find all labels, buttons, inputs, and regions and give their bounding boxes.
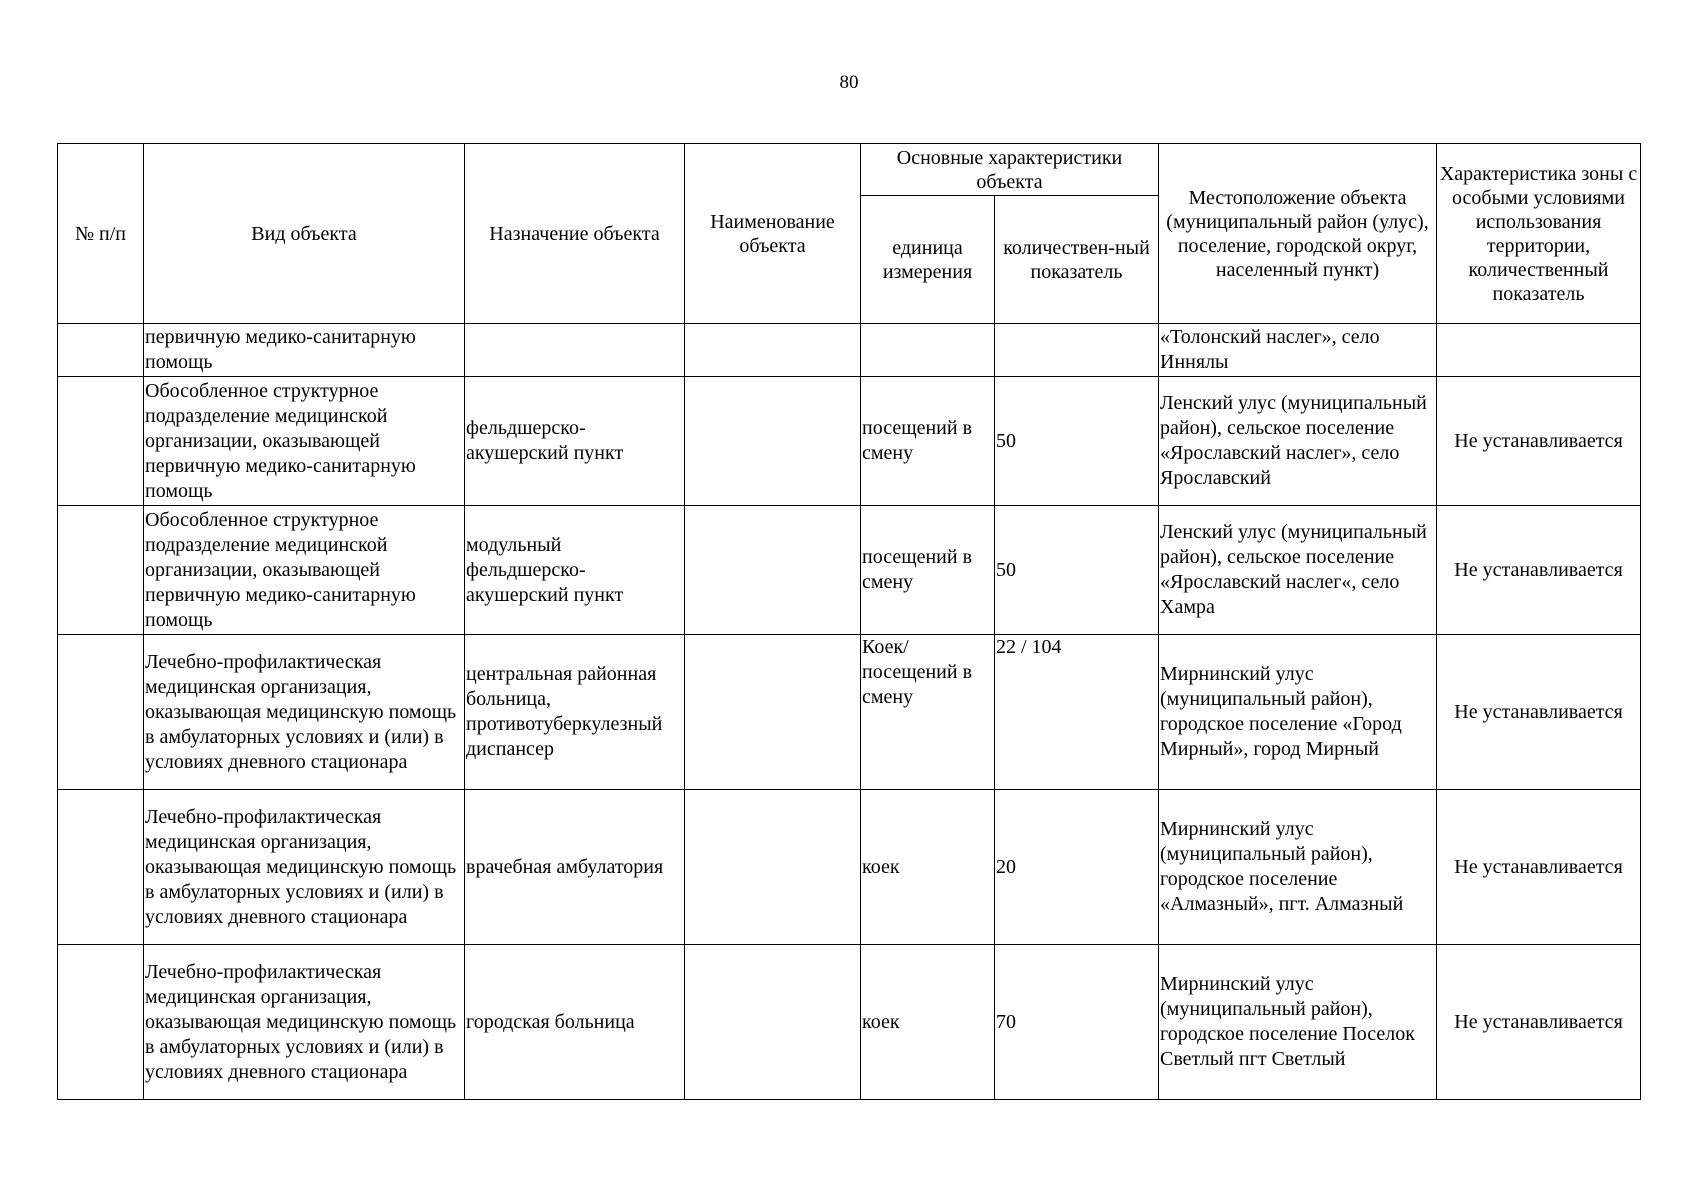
cell-location: Мирнинский улус (муниципальный район), городское поселение «Город Мирный», город Мирный — [1159, 635, 1437, 790]
cell-quantity: 70 — [995, 945, 1159, 1100]
cell-location: Ленский улус (муниципальный район), сельское поселение «Ярославский наслег«, село Хамра — [1159, 506, 1437, 635]
cell-num — [58, 377, 144, 506]
cell-zone: Не устанавливается — [1437, 790, 1641, 945]
header-zone: Характеристика зоны с особыми условиями использования территории, количественный показатель — [1437, 144, 1641, 324]
cell-zone: Не устанавливается — [1437, 377, 1641, 506]
cell-zone — [1437, 324, 1641, 377]
cell-num — [58, 506, 144, 635]
cell-unit: посещений в смену — [861, 506, 995, 635]
cell-name — [685, 790, 861, 945]
cell-purpose: врачебная амбулатория — [465, 790, 685, 945]
cell-unit: посещений в смену — [861, 377, 995, 506]
cell-name — [685, 506, 861, 635]
header-name: Наименование объекта — [685, 144, 861, 324]
cell-zone: Не устанавливается — [1437, 635, 1641, 790]
cell-name — [685, 635, 861, 790]
header-quantity: количествен-ный показатель — [995, 196, 1159, 324]
cell-unit: коек — [861, 790, 995, 945]
cell-purpose: фельдшерско-акушерский пункт — [465, 377, 685, 506]
cell-name — [685, 945, 861, 1100]
cell-name — [685, 377, 861, 506]
cell-num — [58, 324, 144, 377]
cell-type: Обособленное структурное подразделение медицинской организации, оказывающей первичную медико-санитарную помощь — [144, 506, 465, 635]
header-type: Вид объекта — [144, 144, 465, 324]
objects-table — [57, 143, 1641, 1100]
cell-quantity: 50 — [995, 506, 1159, 635]
cell-name — [685, 324, 861, 377]
cell-location: Ленский улус (муниципальный район), сельское поселение «Ярославский наслег», село Ярославский — [1159, 377, 1437, 506]
cell-purpose: центральная районная больница, противотуберкулезный диспансер — [465, 635, 685, 790]
cell-type: Обособленное структурное подразделение медицинской организации, оказывающей первичную медико-санитарную помощь — [144, 377, 465, 506]
table-row — [58, 506, 1641, 635]
cell-unit: коек — [861, 945, 995, 1100]
cell-type: Лечебно-профилактическая медицинская организация, оказывающая медицинскую помощь в амбулаторных условиях и (или) в условиях дневного стационара — [144, 945, 465, 1100]
cell-zone: Не устанавливается — [1437, 506, 1641, 635]
cell-zone: Не устанавливается — [1437, 945, 1641, 1100]
cell-quantity: 22 / 104 — [995, 635, 1159, 790]
cell-location: «Толонский наслег», село Иннялы — [1159, 324, 1437, 377]
table-row — [58, 790, 1641, 945]
table-row — [58, 945, 1641, 1100]
table-body — [58, 324, 1641, 1100]
table-row — [58, 635, 1641, 790]
header-location: Местоположение объекта (муниципальный район (улус), поселение, городской округ, населенный пункт) — [1159, 144, 1437, 324]
cell-type: Лечебно-профилактическая медицинская организация, оказывающая медицинскую помощь в амбулаторных условиях и (или) в условиях дневного стационара — [144, 635, 465, 790]
cell-location: Мирнинский улус (муниципальный район), городское поселение Поселок Светлый пгт Светлый — [1159, 945, 1437, 1100]
cell-quantity: 20 — [995, 790, 1159, 945]
cell-num — [58, 945, 144, 1100]
table-header — [58, 144, 1641, 324]
cell-location: Мирнинский улус (муниципальный район), городское поселение «Алмазный», пгт. Алмазный — [1159, 790, 1437, 945]
table-row — [58, 377, 1641, 506]
cell-unit — [861, 324, 995, 377]
cell-type: Лечебно-профилактическая медицинская организация, оказывающая медицинскую помощь в амбулаторных условиях и (или) в условиях дневного стационара — [144, 790, 465, 945]
cell-num — [58, 635, 144, 790]
table-row — [58, 324, 1641, 377]
cell-unit: Коек/посещений в смену — [861, 635, 995, 790]
cell-purpose — [465, 324, 685, 377]
header-purpose: Назначение объекта — [465, 144, 685, 324]
cell-quantity: 50 — [995, 377, 1159, 506]
cell-purpose: модульный фельдшерско-акушерский пункт — [465, 506, 685, 635]
header-num: № п/п — [58, 144, 144, 324]
page-number: 80 — [839, 72, 859, 93]
cell-purpose: городская больница — [465, 945, 685, 1100]
cell-quantity — [995, 324, 1159, 377]
cell-type: первичную медико-санитарную помощь — [144, 324, 465, 377]
cell-num — [58, 790, 144, 945]
header-unit: единица измерения — [861, 196, 995, 324]
header-main-characteristics: Основные характеристики объекта — [861, 144, 1159, 196]
